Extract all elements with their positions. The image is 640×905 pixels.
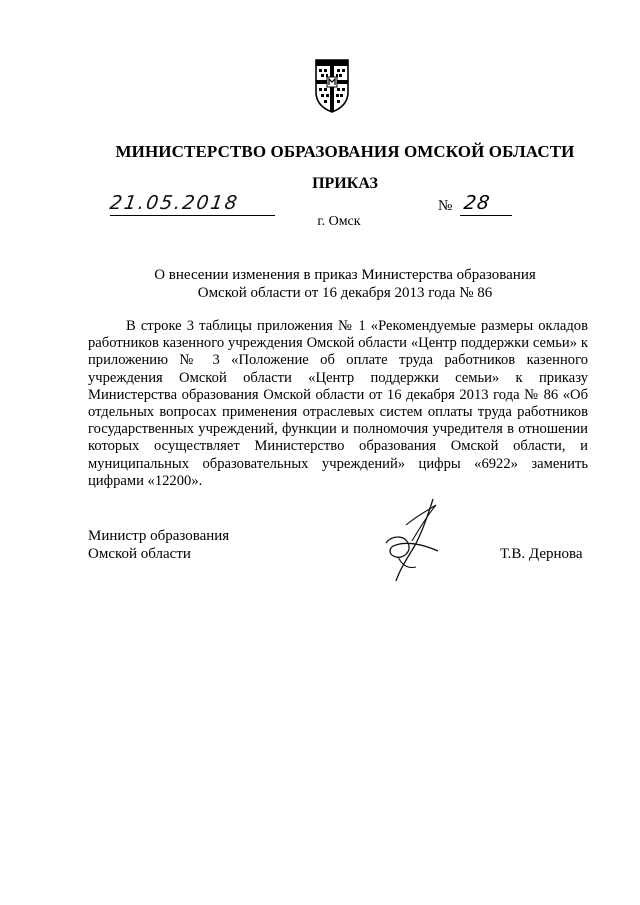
signer-title [88,527,229,563]
city-label: г. Омск [317,214,361,229]
signer-title-line-1: Министр образования [88,528,230,544]
handwritten-date: 21.05.2018 [108,192,241,214]
coat-of-arms-icon [312,58,352,114]
subject-line-1: О внесении изменения в приказ Министерства образования [154,267,536,283]
order-body-paragraph: В строке 3 таблицы приложения № 1 «Рекомендуемые размеры окладов работников казенного учреждения Омской области «Центр поддержки семьи» к приложению № 3 «Положение об оплате труда работников казенного учреждения Омской области «Центр поддержки семьи» к приказу Министерства образования Омской области от 16 декабря 2013 года № 86 «Об отдельных вопросах применения отраслевых систем оплаты труда работников государственных учреждений, функции и полномочия учредителя в отношении которых осуществляет Министерство образования Омской области, и муниципальных образовательных учреждений» цифры «6922» заменить цифрами «12200». [88,318,588,489]
subject-line-2: Омской области от 16 декабря 2013 года № 86 [197,285,493,301]
handwritten-number: 28 [462,192,492,214]
signer-name: Т.В. Дернова [500,546,583,562]
handwritten-signature [378,495,448,585]
document-type-title: ПРИКАЗ [312,175,378,192]
number-field [460,192,512,216]
number-label: № [438,198,453,214]
order-subject [0,266,640,302]
signer-title-line-2: Омской области [88,546,191,562]
date-field [108,192,275,216]
ministry-heading: МИНИСТЕРСТВО ОБРАЗОВАНИЯ ОМСКОЙ ОБЛАСТИ [115,142,575,161]
